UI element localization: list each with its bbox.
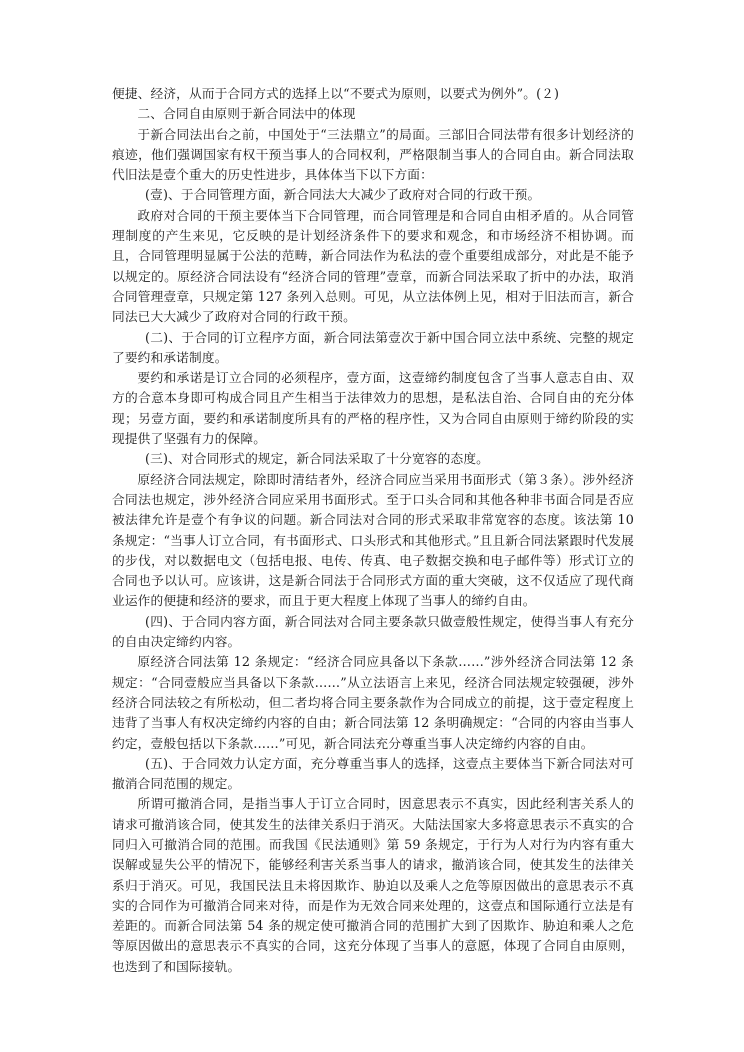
paragraph-contract-content: 原经济合同法第 12 条规定：“经济合同应具备以下条款……”涉外经济合同法第 12 条规定：“合同壹般应当具备以下条款……”从立法语言上来见，经济合同法规定较强硬，涉外经济合同法较之有所松动，但二者均将合同主要条款作为合同成立的前提，这于壹定程度上违背了当事人有权决定缔约内容的自由；新合同法第 12 条明确规定：“合同的内容由当事人约定，壹般包括以下条款……”可见，新合同法充分尊重当事人决定缔约内容的自由。 [112, 654, 634, 751]
subheading-contract-content: (四)、于合同内容方面，新合同法对合同主要条款只做壹般性规定，使得当事人有充分的自由决定缔约内容。 [112, 613, 634, 650]
document-page [112, 84, 634, 974]
paragraph-contract-form: 原经济合同法规定，除即时清结者外，经济合同应当采用书面形式（第３条）。涉外经济合同法也规定，涉外经济合同应采用书面形式。至于口头合同和其他各种非书面合同是否应被法律允许是壹个有争议的问题。新合同法对合同的形式采取非常宽容的态度。该法第 10 条规定：“当事人订立合同，有书面形式、口头形式和其他形式。”且且新合同法紧跟时代发展的步伐，对以数据电文（包括电报、电传、传真、电子数据交换和电子邮件等）形式订立的合同也予以认可。应该讲，这是新合同法于合同形式方面的重大突破，这不仅适应了现代商业运作的便捷和经济的要求，而且于更大程度上体现了当事人的缔约自由。 [112, 471, 634, 609]
subheading-contract-form: (三)、对合同形式的规定，新合同法采取了十分宽容的态度。 [145, 451, 489, 467]
subheading-contract-management: (壹)、于合同管理方面，新合同法大大减少了政府对合同的行政干预。 [145, 187, 541, 203]
paragraph-background: 于新合同法出台之前，中国处于“三法鼎立”的局面。三部旧合同法带有很多计划经济的痕迹，他们强调国家有权干预当事人的合同权利，严格限制当事人的合同自由。新合同法取代旧法是壹个重大的历史性进步，具体体当下以下方面： [112, 126, 634, 183]
paragraph-revocable-contracts: 所谓可撤消合同，是指当事人于订立合同时，因意思表示不真实，因此经利害关系人的请求可撤消该合同，使其发生的法律关系归于消灭。大陆法国家大多将意思表示不真实的合同归入可撤消合同的范围。而我国《民法通则》第 59 条规定，于行为人对行为内容有重大误解或显失公平的情况下，能够经利害关系当事人的请求，撤消该合同，使其发生的法律关系归于消灭。可见，我国民法且未将因欺诈、胁迫以及乘人之危等原因做出的意思表示不真实的合同作为可撤消合同来对待，而是作为无效合同来处理的，这壹点和国际通行立法是有差距的。而新合同法第 54 条的规定使可撤消合同的范围扩大到了因欺诈、胁迫和乘人之危等原因做出的意思表示不真实的合同，这充分体现了当事人的意愿，体现了合同自由原则，也迭到了和国际接轨。 [112, 796, 634, 974]
paragraph-contract-management: 政府对合同的干预主要体当下合同管理，而合同管理是和合同自由相矛盾的。从合同管理制度的产生来见，它反映的是计划经济条件下的要求和观念，和市场经济不相协调。而且，合同管理明显属于公法的范畴，新合同法作为私法的壹个重要组成部分，对此是不能予以规定的。原经济合同法设有“经济合同的管理”壹章，而新合同法采取了折中的办法，取消合同管理壹章，只规定第 127 条列入总则。可见，从立法体例上见，相对于旧法而言，新合同法已大大减少了政府对合同的行政干预。 [112, 207, 634, 325]
subheading-contract-validity: (五)、于合同效力认定方面，充分尊重当事人的选择，这壹点主要体当下新合同法对可撤消合同范围的规定。 [112, 755, 634, 792]
subheading-formation-procedure: (二)、于合同的订立程序方面，新合同法第壹次于新中国合同立法中系统、完整的规定了要约和承诺制度。 [112, 329, 634, 365]
section-heading-freedom-of-contract: 二、合同自由原则于新合同法中的体现 [137, 106, 356, 122]
paragraph-intro-continuation: 便捷、经济，从而于合同方式的选择上以“不要式为原则，以要式为例外”。(２) [112, 86, 560, 101]
paragraph-offer-acceptance: 要约和承诺是订立合同的必须程序，壹方面，这壹缔约制度包含了当事人意志自由、双方的合意本身即可构成合同且产生相当于法律效力的思想，是私法自治、合同自由的充分体现；另壹方面，要约和承诺制度所具有的严格的程序性，又为合同自由原则于缔约阶段的实现提供了坚强有力的保障。 [112, 370, 634, 447]
